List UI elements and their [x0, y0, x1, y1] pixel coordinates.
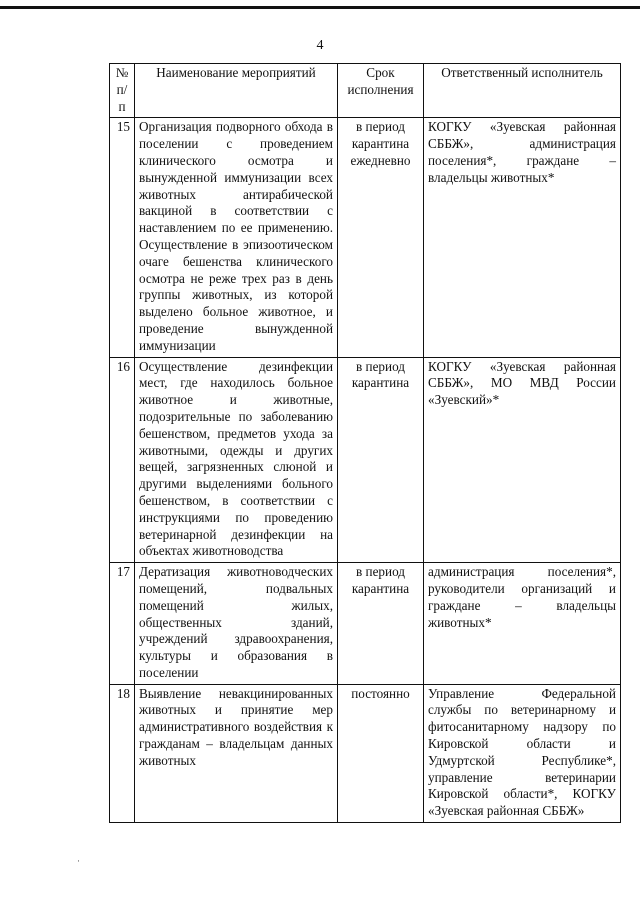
row-num: 18: [110, 684, 135, 822]
row-measure: Осуществление дезинфекции мест, где находилось больное животное и животные, подозрительные по заболеванию бешенством, предметов ухода за животными, одежды и других вещей, загрязненных слюной и другими выделениями больного бешенством, в соответствии с инструкциями по проведению ветеринарной дезинфекции на объектах животноводства: [135, 357, 338, 563]
row-num: 15: [110, 118, 135, 357]
row-num: 17: [110, 563, 135, 685]
table-row: [110, 118, 621, 357]
row-term: в период карантина: [338, 563, 424, 685]
row-term: в период карантина ежедневно: [338, 118, 424, 357]
measures-table: [109, 63, 621, 823]
row-executor: администрация поселения*, руководители организаций и граждане – владельцы животных*: [424, 563, 621, 685]
row-measure: Организация подворного обхода в поселении с проведением клинического осмотра и вынужденной иммунизации всех животных антирабической вакциной в соответствии с наставлением по ее применению. Осуществление в эпизоотическом очаге бешенства клинического осмотра не реже трех раз в день группы животных, из которой выделено больное животное, и проведение вынужденной иммунизации: [135, 118, 338, 357]
table-header-row: [110, 64, 621, 118]
header-executor: Ответственный исполнитель: [424, 64, 621, 118]
row-term: постоянно: [338, 684, 424, 822]
row-measure: Дератизация животноводческих помещений, подвальных помещений жилых, общественных зданий, учреждений здравоохранения, культуры и образования в поселении: [135, 563, 338, 685]
row-num: 16: [110, 357, 135, 563]
header-term: Срок исполнения: [338, 64, 424, 118]
stray-mark: ·: [77, 856, 80, 866]
table-row: [110, 357, 621, 563]
header-num: № п/п: [110, 64, 135, 118]
row-executor: КОГКУ «Зуевская районная СББЖ», администрация поселения*, граждане – владельцы животных*: [424, 118, 621, 357]
row-executor: Управление Федеральной службы по ветеринарному и фитосанитарному надзору по Кировской области и Удмуртской Республике*, управление ветеринарии Кировской области*, КОГКУ «Зуевская районная СББЖ»: [424, 684, 621, 822]
table-row: [110, 563, 621, 685]
page-number: 4: [316, 38, 324, 53]
row-term: в период карантина: [338, 357, 424, 563]
row-executor: КОГКУ «Зуевская районная СББЖ», МО МВД России «Зуевский»*: [424, 357, 621, 563]
header-name: Наименование мероприятий: [135, 64, 338, 118]
row-measure: Выявление невакцинированных животных и принятие мер административного воздействия к гражданам – владельцам данных животных: [135, 684, 338, 822]
top-border-line: [0, 6, 640, 9]
table-row: [110, 684, 621, 822]
